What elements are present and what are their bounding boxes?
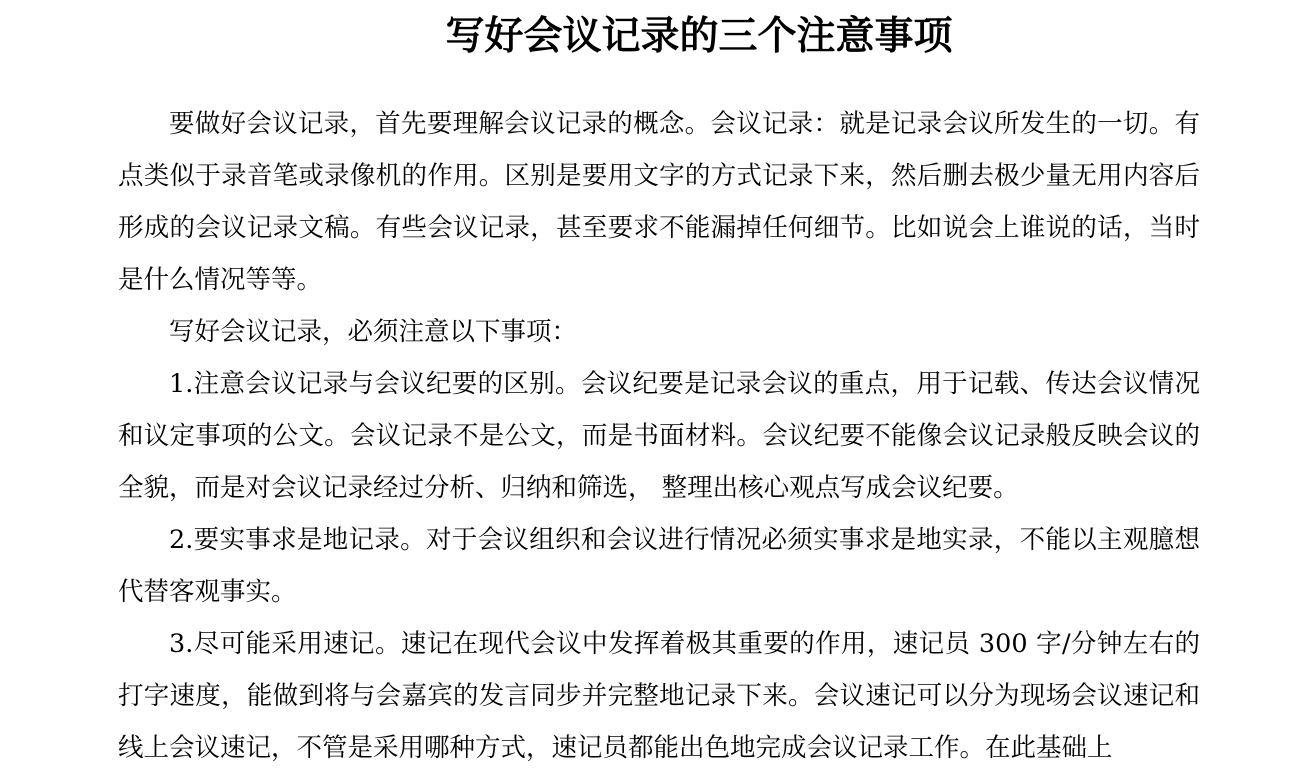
paragraph-item-3: 3.尽可能采用速记。速记在现代会议中发挥着极其重要的作用，速记员 300 字/分钟左右的打字速度，能做到将与会嘉宾的发言同步并完整地记录下来。会议速记可以分为现场会议速记和线上会议速记，不管是采用哪种方式，速记员都能出色地完成会议记录工作。在此基础上 [118,629,1200,763]
paragraph-item-1: 1.注意会议记录与会议纪要的区别。会议纪要是记录会议的重点，用于记载、传达会议情况和议定事项的公文。会议记录不是公文，而是书面材料。会议纪要不能像会议记录般反映会议的全貌，而是对会议记录经过分析、归纳和筛选， 整理出核心观点写成会议纪要。 [118,369,1200,503]
document-title: 写好会议记录的三个注意事项 [445,14,953,59]
paragraph-intro: 要做好会议记录，首先要理解会议记录的概念。会议记录：就是记录会议所发生的一切。有点类似于录音笔或录像机的作用。区别是要用文字的方式记录下来，然后删去极少量无用内容后形成的会议记录文稿。有些会议记录，甚至要求不能漏掉任何细节。比如说会上谁说的话，当时是什么情况等等。 [118,109,1200,295]
paragraph-notes-heading: 写好会议记录，必须注意以下事项： [169,317,578,347]
document-body [118,98,1200,774]
paragraph-item-2: 2.要实事求是地记录。对于会议组织和会议进行情况必须实事求是地实录，不能以主观臆想代替客观事实。 [118,525,1200,607]
